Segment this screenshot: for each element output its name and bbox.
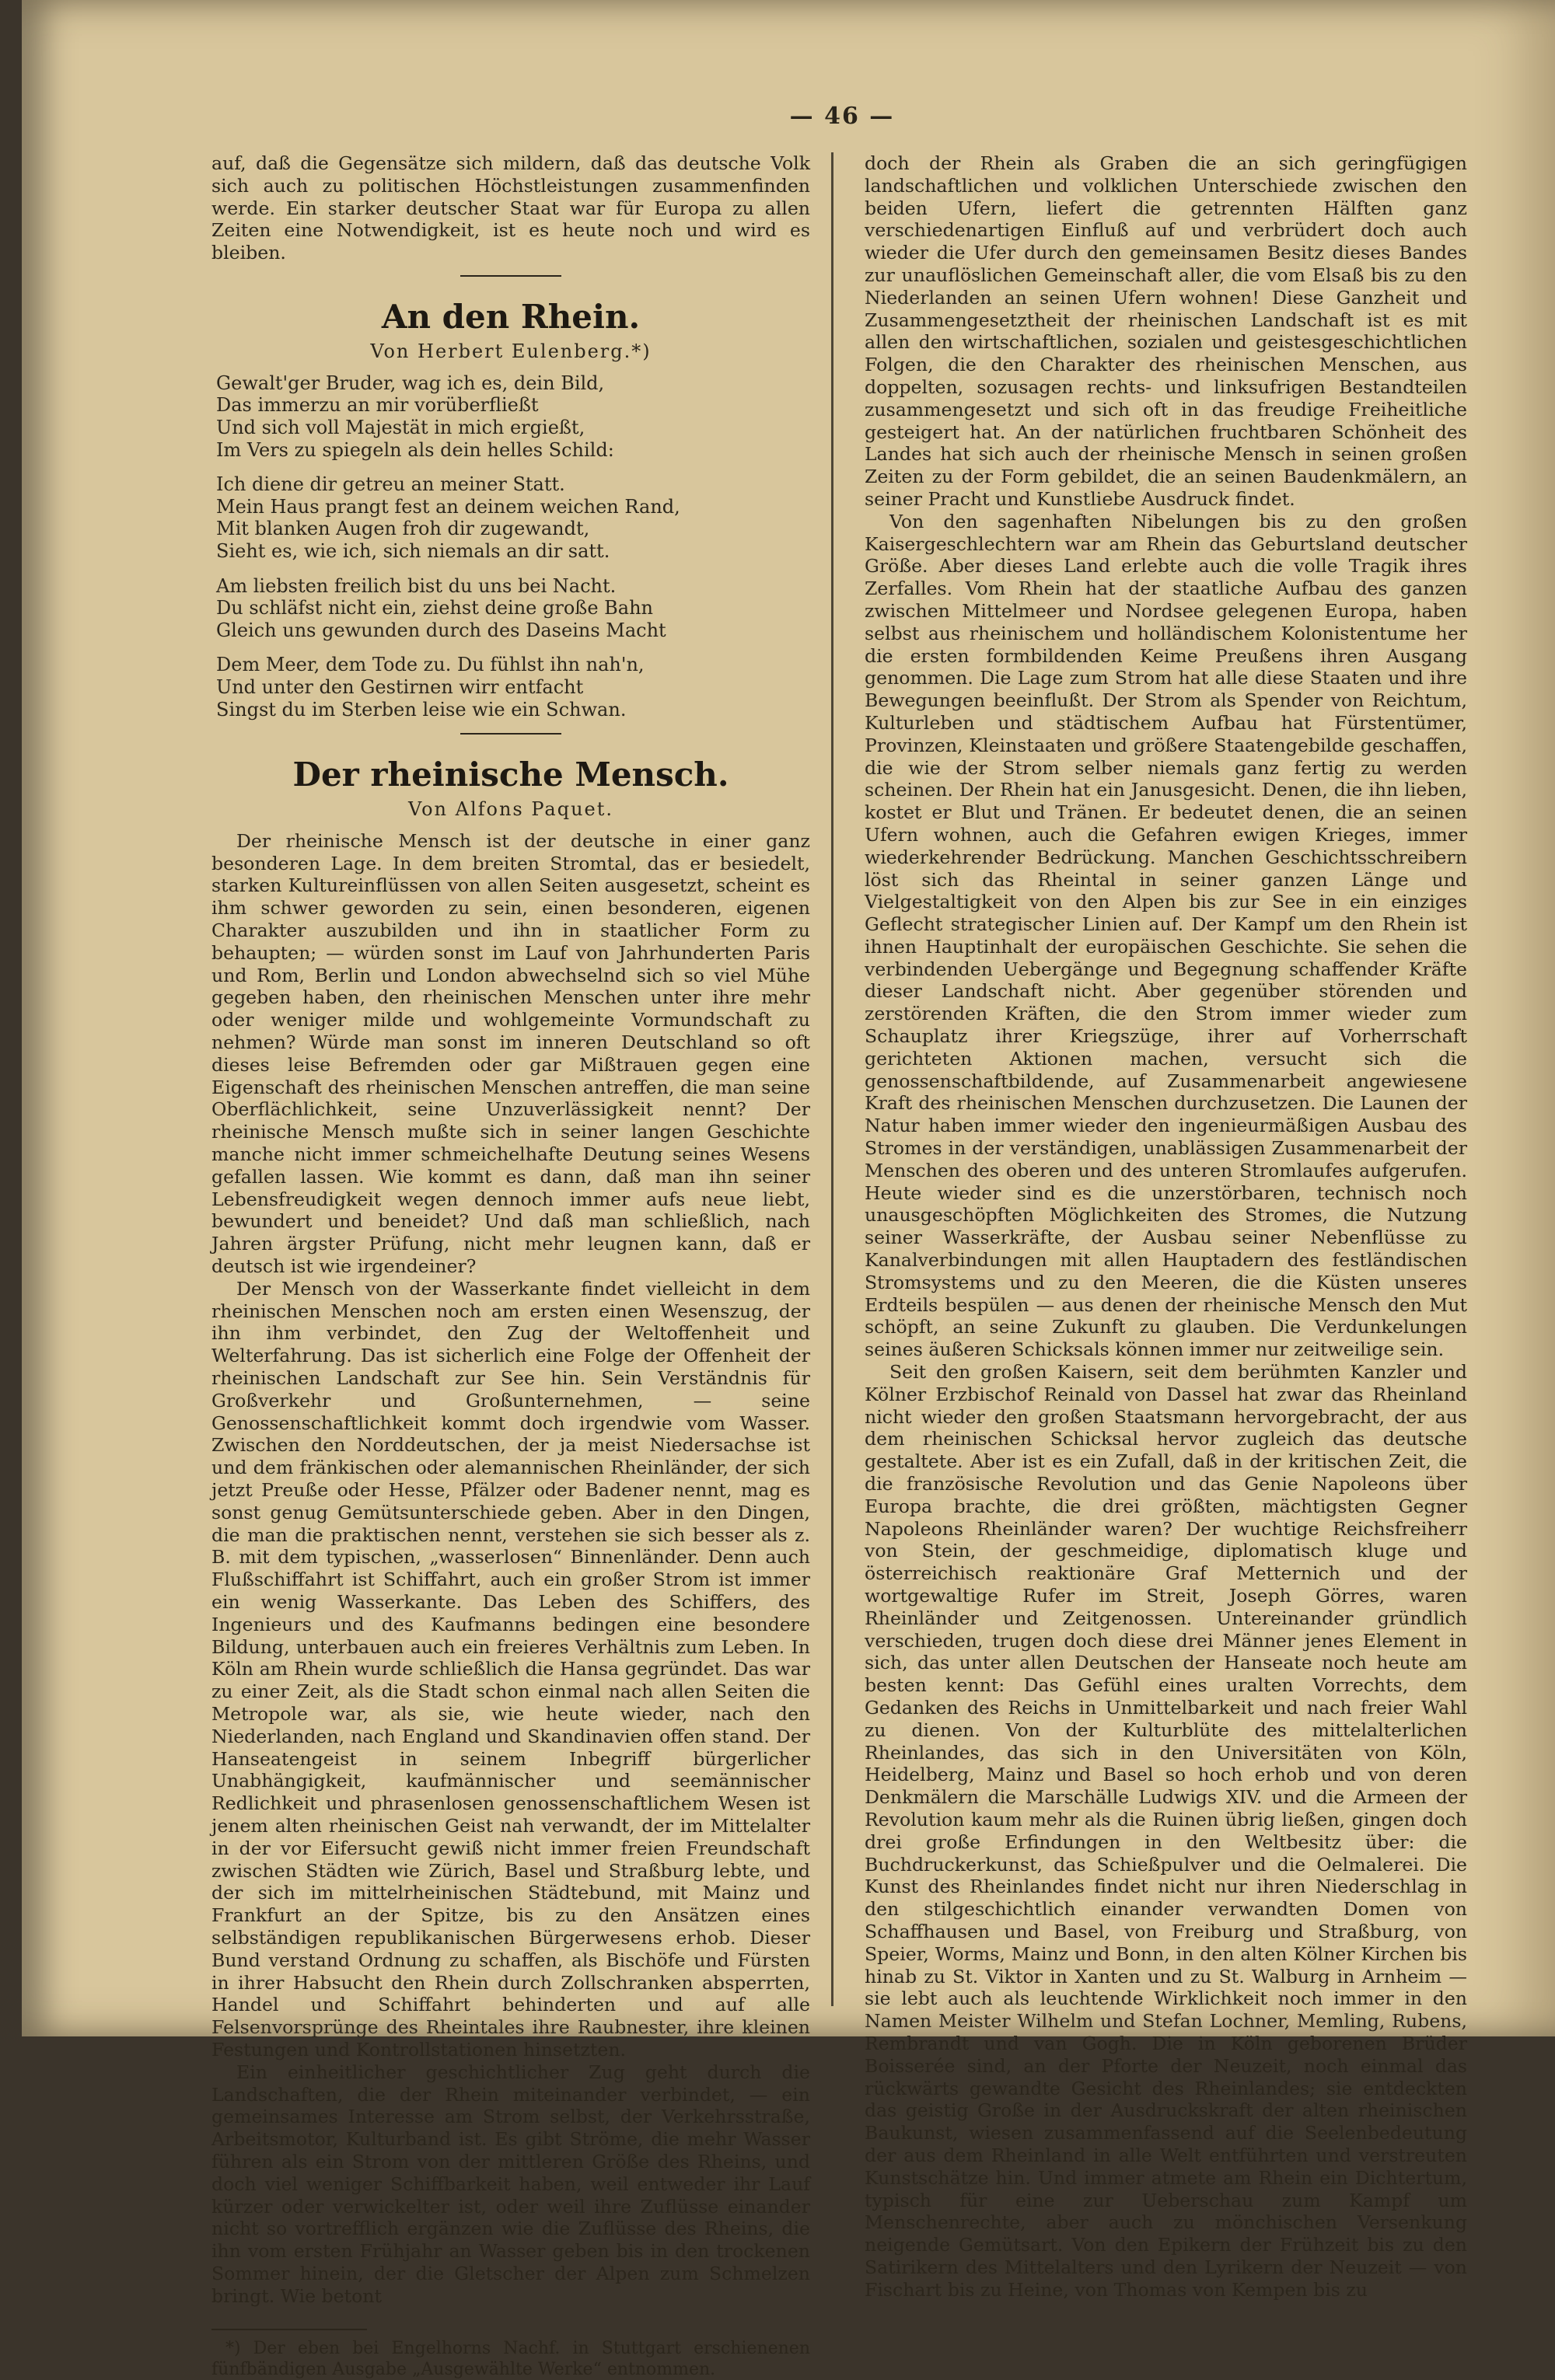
poem-stanza	[216, 654, 810, 721]
poem-line: Du schläfst nicht ein, ziehst deine große Bahn	[216, 597, 654, 619]
poem-stanza	[216, 372, 810, 461]
footnote-rule	[211, 2329, 367, 2330]
left-column	[211, 152, 810, 2380]
poem-line: Dem Meer, dem Tode zu. Du fühlst ihn nah'n,	[216, 654, 645, 676]
right-column	[865, 152, 1467, 2301]
poem	[216, 372, 810, 721]
newspaper-page	[22, 0, 1555, 2380]
poem-line: Ich diene dir getreu an meiner Statt.	[216, 473, 565, 496]
poem-line: Am liebsten freilich bist du uns bei Nacht.	[216, 574, 617, 597]
essay-paragraph: Der Mensch von der Wasserkante findet vielleicht in dem rheinischen Menschen noch am ersten einen Wesenszug, der ihn ihm verbindet, den Zug der Weltoffenheit und Welterfahrung. Das ist sicherlich eine Folge der Offenheit der rheinischen Landschaft zur See hin. Sein Verständnis für Großverkehr und Großunternehmen, — seine Genossenschaftlichkeit kommt doch irgendwie vom Wasser. Zwischen den Norddeutschen, der ja meist Niedersachse ist und dem fränkischen oder alemannischen Rheinländer, der sich jetzt Preuße oder Hesse, Pfälzer oder Badener nennt, mag es sonst genug Gemütsunterschiede geben. Aber in den Dingen, die man die praktischen nennt, verstehen sie sich besser als z. B. mit dem typischen, „wasserlosen“ Binnenländer. Denn auch Flußschiffahrt ist Schiffahrt, auch ein großer Strom ist immer ein wenig Wasserkante. Das Leben des Schiffers, des Ingenieurs und des Kaufmanns bedingen eine besondere Bildung, unterbauen auch ein freieres Verhältnis zum Leben. In Köln am Rhein wurde schließlich die Hansa gegründet. Das war zu einer Zeit, als die Stadt schon einmal nach allen Seiten die Metropole war, als sie, wie heute wieder, nach den Niederlanden, nach England und Skandinavien offen stand. Der Hanseatengeist in seinem Inbegriff bürgerlicher Unabhängigkeit, kaufmännischer und seemännischer Redlichkeit und phrasenlosen genossenschaftlichem Wesen ist jenem alten rheinischen Geist nah verwandt, der im Mittelalter in der vor Eifersucht gewiß nicht immer freien Freundschaft zwischen Städten wie Zürich, Basel und Straßburg lebte, und der sich im mittelrheinischen Städtebund, mit Mainz und Frankfurt an der Spitze, bis zu den Ansätzen eines selbständigen republikanischen Bürgerwesens erhob. Dieser Bund verstand Ordnung zu schaffen, als Bischöfe und Fürsten in ihrer Habsucht den Rhein durch Zollschranken absperrten, Handel und Schiffahrt behinderten und auf alle Felsenvorsprünge des Rheintales ihre Raubnester, ihre kleinen Festungen und Kontrollstationen hinsetzten.	[211, 1277, 810, 2061]
essay-title: Der rheinische Mensch.	[292, 756, 729, 794]
page-number: — 46 —	[789, 103, 895, 130]
poem-line: Im Vers zu spiegeln als dein helles Schild:	[216, 438, 614, 461]
poem-stanza	[216, 473, 810, 562]
poem-line: Und sich voll Majestät in mich ergießt,	[216, 416, 585, 438]
essay-paragraph: Der rheinische Mensch ist der deutsche in einer ganz besonderen Lage. In dem breiten Stromtal, das er besiedelt, starken Kultureinflüssen von allen Seiten ausgesetzt, scheint es ihm schwer geworden zu sein, einen besonderen, eigenen Charakter auszubilden und ihn in staatlicher Form zu behaupten; — würden sonst im Lauf von Jahrhunderten Paris und Rom, Berlin und London abwechselnd sich so viel Mühe gegeben haben, den rheinischen Menschen unter ihre mehr oder weniger milde und wohlgemeinte Vormundschaft zu nehmen? Würde man sonst im inneren Deutschland so oft dieses leise Befremden oder gar Mißtrauen gegen eine Eigenschaft des rheinischen Menschen antreffen, die man seine Oberflächlichkeit, seine Unzuverlässigkeit nennt? Der rheinische Mensch mußte sich in seiner langen Geschichte manche nicht immer schmeichelhafte Deutung seines Wesens gefallen lassen. Wie kommt es dann, daß man ihn seiner Lebensfreudigkeit wegen dennoch immer aufs neue liebt, bewundert und beneidet? Und daß man schließlich, nach Jahren ärgster Prüfung, nicht mehr leugnen kann, daß er deutsch ist wie irgendeiner?	[211, 829, 810, 1278]
poem-line: Mein Haus prangt fest an deinem weichen Rand,	[216, 495, 680, 518]
footnote: *) Der eben bei Engelhorns Nachf. in Stuttgart erschienenen fünfbändigen Ausgabe „Ausgewählte Werke“ entnommen.	[211, 2339, 810, 2380]
intro-paragraph: auf, daß die Gegensätze sich mildern, daß das deutsche Volk sich auch zu politischen Höchstleistungen zusammenfinden werde. Ein starker deutscher Staat war für Europa zu allen Zeiten eine Notwendigkeit, ist es heute noch und wird es bleiben.	[211, 152, 810, 264]
essay-paragraph: Von den sagenhaften Nibelungen bis zu den großen Kaisergeschlechtern war am Rhein das Geburtsland deutscher Größe. Aber dieses Land erlebte auch die volle Tragik ihres Zerfalles. Vom Rhein hat der staatliche Aufbau des ganzen zwischen Mittelmeer und Nordsee gelegenen Europa, haben selbst aus rheinischem und holländischem Kolonistentume her die ersten formbildenden Keime Preußens ihren Ausgang genommen. Die Lage zum Strom hat alle diese Staaten und ihre Bewegungen beeinflußt. Der Strom als Spender von Reichtum, Kulturleben und städtischem Aufbau hat Fürstentümer, Provinzen, Kleinstaaten und größere Staatengebilde geschaffen, die wie der Strom selber niemals ganz fertig zu werden scheinen. Der Rhein hat ein Janusgesicht. Denen, die ihn lieben, kostet er Blut und Tränen. Er bedeutet denen, die an seinen Ufern wohnen, auch die Gefahren ewigen Krieges, immer wiederkehrender Bedrückung. Manchen Geschichtsschreibern löst sich das Rheintal in seiner ganzen Länge und Vielgestaltigkeit von den Alpen bis zur See in ein einziges Geflecht strategischer Linien auf. Der Kampf um den Rhein ist ihnen Hauptinhalt der europäischen Geschichte. Sie sehen die verbindenden Uebergänge und Begegnung schaffender Kräfte dieser Landschaft nicht. Aber gegenüber störenden und zerstörenden Kräften, die den Strom immer wieder zum Schauplatz ihrer Kriegszüge, ihrer auf Vorherrschaft gerichteten Aktionen machen, versucht sich die genossenschaftbildende, auf Zusammenarbeit angewiesene Kraft des rheinischen Menschen durchzusetzen. Die Launen der Natur haben immer wieder den ingenieurmäßigen Ausbau des Stromes in der verständigen, unablässigen Zusammenarbeit der Menschen des oberen und des unteren Stromlaufes aufgerufen. Heute wieder sind es die unzerstörbaren, technisch noch unausgeschöpften Möglichkeiten des Stromes, die Nutzung seiner Wasserkräfte, der Ausbau seiner Nebenflüsse zu Kanalverbindungen mit allen Hauptadern des festländischen Stromsystems und zu den Meeren, die die Küsten unseres Erdteils bespülen — aus denen der rheinische Mensch den Mut schöpft, an seine Zukunft zu glauben. Die Verdunkelungen seines äußeren Schicksals können immer nur zeitweilige sein.	[865, 510, 1467, 1361]
essay-paragraph: doch der Rhein als Graben die an sich geringfügigen landschaftlichen und volklichen Unterschiede zwischen den beiden Ufern, liefert die getrennten Hälften ganz verschiedenartigen Einfluß auf und verbrüdert doch auch wieder die Ufer durch den gemeinsamen Besitz dieses Bandes zur unauflöslichen Gemeinschaft aller, die vom Elsaß bis zu den Niederlanden an seinen Ufern wohnen! Diese Ganzheit und Zusammengesetztheit der rheinischen Landschaft ist es mit allen den wirtschaftlichen, sozialen und geistesgeschichtlichen Folgen, die den Charakter des rheinischen Menschen, aus doppelten, sozusagen rechts- und linksufrigen Bestandteilen zusammengesetzt und sich oft in das freudige Freiheitliche gesteigert hat. An der natürlichen fruchtbaren Schönheit des Landes hat sich auch der rheinische Mensch in seinen großen Zeiten zu der Form gebildet, die an seinen Baudenkmälern, an seiner Pracht und Kunstliebe Ausdruck findet.	[865, 152, 1467, 510]
essay-paragraph: Ein einheitlicher geschichtlicher Zug geht durch die Landschaften, die der Rhein miteinander verbindet, — ein gemeinsames Interesse am Strom selbst, der Verkehrsstraße, Arbeitsmotor, Kulturband ist. Es gibt Ströme, die mehr Wasser führen als ein Strom von der mittleren Größe des Rheins, und doch viel weniger Schiffbarkeit haben, weil entweder ihr Lauf kürzer oder verwickelter ist, oder weil ihre Zuflüsse einander nicht so vortrefflich ergänzen wie die Zuflüsse des Rheins, die ihn vom ersten Frühjahr an Wasser geben bis in den trockenen Sommer hinein, der die Gletscher der Alpen zum Schmelzen bringt. Wie betont	[211, 2061, 810, 2307]
poem-line: Sieht es, wie ich, sich niemals an dir satt.	[216, 539, 610, 562]
poem-line: Singst du im Sterben leise wie ein Schwan.	[216, 698, 627, 721]
title-rule	[460, 733, 561, 735]
column-divider	[831, 152, 833, 2006]
poem-line: Und unter den Gestirnen wirr entfacht	[216, 675, 584, 698]
poem-line: Gleich uns gewunden durch des Daseins Macht	[216, 619, 666, 641]
essay-paragraph: Seit den großen Kaisern, seit dem berühmten Kanzler und Kölner Erzbischof Reinald von Dassel hat zwar das Rheinland nicht wieder den großen Staatsmann hervorgebracht, der aus dem rheinischen Schicksal hervor zugleich das deutsche gestaltete. Aber ist es ein Zufall, daß in der kritischen Zeit, die die französische Revolution und das Genie Napoleons über Europa brachte, die drei größten, mächtigsten Gegner Napoleons Rheinländer waren? Der wuchtige Reichsfreiherr von Stein, der geschmeidige, diplomatisch kluge und österreichisch reaktionäre Graf Metternich und der wortgewaltige Rufer im Streit, Joseph Görres, waren Rheinländer und Zeitgenossen. Untereinander gründlich verschieden, trugen doch diese drei Männer jenes Element in sich, das unter allen Deutschen der Hanseate noch heute am besten kennt: Das Gefühl eines uralten Vorrechts, dem Gedanken des Reichs in Unmittelbarkeit und nach freier Wahl zu dienen. Von der Kulturblüte des mittelalterlichen Rheinlandes, das sich in den Universitäten von Köln, Heidelberg, Mainz und Basel so hoch erhob und von deren Denkmälern die Marschälle Ludwigs XIV. und die Armeen der Revolution kaum mehr als die Ruinen übrig ließen, gingen doch drei große Erfindungen in den Weltbesitz über: die Buchdruckerkunst, das Schießpulver und die Oelmalerei. Die Kunst des Rheinlandes findet nicht nur ihren Niederschlag in den stilgeschichtlich einander verwandten Domen von Schaffhausen und Basel, von Freiburg und Straßburg, von Speier, Worms, Mainz und Bonn, in den alten Kölner Kirchen bis hinab zu St. Viktor in Xanten und zu St. Walburg in Arnheim — sie lebt auch als leuchtende Wirklichkeit noch immer in den Namen Meister Wilhelm und Stefan Lochner, Memling, Rubens, Rembrandt und van Gogh. Die in Köln geborenen Brüder Boisserée sind, an der Pforte der Neuzeit, noch einmal das rückwärts gewandte Gesicht des Rheinlandes; sie entdeckten das geistig Große in der Ausdruckskraft der alten rheinischen Baukunst, wiesen zusammenfassend auf die Seelenbedeutung der aus dem Rheinland in alle Welt entführten und verstreuten Kunstschätze hin. Und immer atmete am Rhein ein Dichtertum, typisch für eine zur Ueberschau zum Kampf um Menschenrechte, aber auch zu mönchischen Versenkung neigende Gemütsart. Von den Epikern der Frühzeit bis zu den Satirikern des Mittelalters und den Lyrikern der Neuzeit — von Fischart bis zu Heine, von Thomas von Kempen bis zu	[865, 1361, 1467, 2301]
title-rule	[460, 275, 561, 277]
poem-line: Das immerzu an mir vorüberfließt	[216, 394, 539, 417]
poem-byline: Von Herbert Eulenberg.*)	[370, 340, 652, 362]
poem-line: Gewalt'ger Bruder, wag ich es, dein Bild,	[216, 372, 605, 394]
essay-byline: Von Alfons Paquet.	[407, 798, 614, 821]
poem-title: An den Rhein.	[381, 297, 641, 336]
poem-line: Mit blanken Augen froh dir zugewandt,	[216, 518, 590, 540]
poem-stanza	[216, 575, 810, 642]
